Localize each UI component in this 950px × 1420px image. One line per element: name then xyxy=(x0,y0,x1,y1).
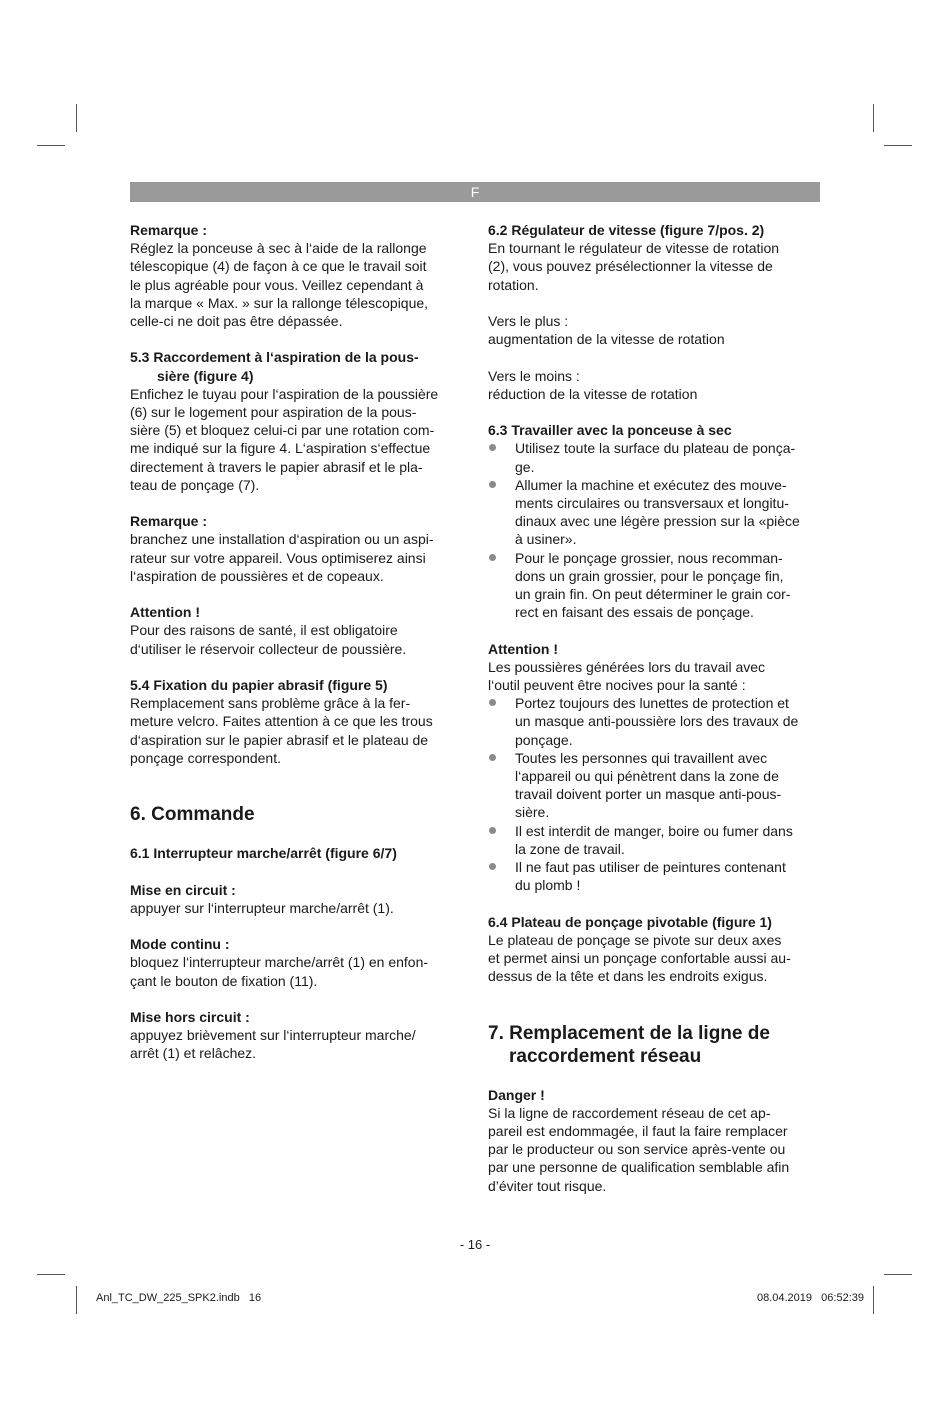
bullet-icon xyxy=(489,699,496,706)
bullet-icon xyxy=(489,481,496,488)
switch-off-title: Mise hors circuit : xyxy=(130,1009,250,1025)
crop-mark xyxy=(873,104,874,132)
remark-block xyxy=(130,221,465,330)
switch-off-text: appuyez brièvement sur l‘interrupteur marche/ arrêt (1) et relâchez. xyxy=(130,1027,416,1062)
speed-plus-label: Vers le plus : xyxy=(488,313,569,329)
section-6-2 xyxy=(488,221,823,294)
switch-on-title: Mise en circuit : xyxy=(130,881,236,898)
section-6-2-title: 6.2 Régulateur de vitesse (figure 7/pos. 2) xyxy=(488,222,765,238)
list-item: Utilisez toute la surface du plateau de ponça- ge. xyxy=(488,439,823,475)
speed-plus-text: augmentation de la vitesse de rotation xyxy=(488,331,725,348)
remark-title: Remarque : xyxy=(130,513,208,530)
speed-minus-text: réduction de la vitesse de rotation xyxy=(488,385,698,402)
attention-list xyxy=(488,694,823,894)
left-column xyxy=(130,221,465,1081)
crop-mark xyxy=(37,1274,65,1275)
attention-block xyxy=(130,603,465,658)
list-item: Il est interdit de manger, boire ou fumer dans la zone de travail. xyxy=(488,822,823,858)
crop-mark xyxy=(873,1286,874,1314)
bullet-icon xyxy=(489,444,496,451)
remark-block xyxy=(130,512,465,585)
section-6-1 xyxy=(130,844,465,862)
danger-block xyxy=(488,1086,823,1195)
attention-block xyxy=(488,640,823,895)
section-5-3-title: 5.3 Raccordement à l‘aspiration de la pous- sière (figure 4) xyxy=(130,349,419,384)
section-5-3-text: Enfichez le tuyau pour l‘aspiration de la poussière (6) sur le logement pour aspiration de la pous- sière (5) et bloquez celui-ci par une rotation com- me indiqué sur la figure 4. L‘aspiration s‘effectue directement à travers le papier abrasif et le pla- teau de ponçage (7). xyxy=(130,385,439,493)
right-column xyxy=(488,221,823,1213)
speed-minus-label: Vers le moins : xyxy=(488,367,580,384)
attention-text: Pour des raisons de santé, il est obligatoire d‘utiliser le réservoir collecteur de poussière. xyxy=(130,622,407,657)
section-6-3-list xyxy=(488,439,823,621)
switch-on-text: appuyer sur l‘interrupteur marche/arrêt (1). xyxy=(130,899,394,916)
footer-timestamp: 08.04.2019 06:52:39 xyxy=(756,1292,864,1304)
section-6-4-text: Le plateau de ponçage se pivote sur deux axes et permet ainsi un ponçage confortable aussi au- dessus de la tête et dans les endroits exigus. xyxy=(488,931,791,985)
crop-mark xyxy=(884,1274,912,1275)
danger-text: Si la ligne de raccordement réseau de cet ap- pareil est endommagée, il faut la faire remplacer par le producteur ou son service après-vente ou par une personne de qualification semblable afin d’éviter tout risque. xyxy=(488,1104,790,1194)
remark-title: Remarque : xyxy=(130,222,208,238)
bullet-icon xyxy=(489,554,496,561)
section-6-1-title: 6.1 Interrupteur marche/arrêt (figure 6/7) xyxy=(130,845,397,862)
switch-off-block xyxy=(130,1008,465,1063)
section-6-4-title: 6.4 Plateau de ponçage pivotable (figure 1) xyxy=(488,913,772,930)
section-5-4-title: 5.4 Fixation du papier abrasif (figure 5) xyxy=(130,677,388,694)
danger-title: Danger ! xyxy=(488,1086,545,1103)
crop-mark xyxy=(76,104,77,132)
section-6-3-title: 6.3 Travailler avec la ponceuse à sec xyxy=(488,422,732,439)
crop-mark xyxy=(76,1286,77,1314)
continuous-mode-block xyxy=(130,935,465,990)
list-item: Il ne faut pas utiliser de peintures contenant du plomb ! xyxy=(488,858,823,894)
continuous-mode-text: bloquez l‘interrupteur marche/arrêt (1) en enfon- çant le bouton de fixation (11). xyxy=(130,954,429,989)
list-item: Pour le ponçage grossier, nous recomman- dons un grain grossier, pour le ponçage fin, un grain fin. On peut déterminer le grain cor- rect en faisant des essais de ponçage. xyxy=(488,549,823,622)
remark-text: Réglez la ponceuse à sec à l‘aide de la rallonge télescopique (4) de façon à ce que le travail soit le plus agréable pour vous. Veillez cependant à la marque « Max. » sur la rallonge télescopique, celle-ci ne doit pas être dépassée. xyxy=(130,240,429,330)
footer-file-name: Anl_TC_DW_225_SPK2.indb 16 xyxy=(96,1292,262,1304)
attention-text: Les poussières générées lors du travail avec l‘outil peuvent être nocives pour la santé : xyxy=(488,658,766,694)
crop-mark xyxy=(884,145,912,146)
section-6-3 xyxy=(488,421,823,621)
section-6-4 xyxy=(488,913,823,986)
bullet-icon xyxy=(489,863,496,870)
switch-on-block xyxy=(130,881,465,917)
section-7-heading: 7. Remplacement de la ligne de raccordement réseau xyxy=(488,1022,770,1067)
continuous-mode-title: Mode continu : xyxy=(130,936,230,953)
language-header-bar: F xyxy=(130,182,820,202)
crop-mark xyxy=(37,145,65,146)
section-6-heading: 6. Commande xyxy=(130,804,255,826)
speed-plus-block xyxy=(488,312,823,348)
list-item: Portez toujours des lunettes de protection et un masque anti-poussière lors des travaux de ponçage. xyxy=(488,694,823,749)
speed-minus-block xyxy=(488,367,823,403)
section-6-2-text: En tournant le régulateur de vitesse de rotation (2), vous pouvez présélectionner la vitesse de rotation. xyxy=(488,240,780,293)
list-item: Toutes les personnes qui travaillent avec l‘appareil ou qui pénètrent dans la zone de travail doivent porter un masque anti-pous- sière. xyxy=(488,749,823,822)
remark-text: branchez une installation d‘aspiration ou un aspi- rateur sur votre appareil. Vous optimiserez ainsi l‘aspiration de poussières et de copeaux. xyxy=(130,531,434,584)
attention-title: Attention ! xyxy=(130,604,200,621)
bullet-icon xyxy=(489,754,496,761)
section-5-4-text: Remplacement sans problème grâce à la fer- meture velcro. Faites attention à ce que les trous d‘aspiration sur le papier abrasif et le plateau de ponçage correspondent. xyxy=(130,695,433,766)
attention-title: Attention ! xyxy=(488,640,558,657)
section-5-3 xyxy=(130,348,465,494)
page-number: - 16 - xyxy=(459,1237,491,1252)
list-item: Allumer la machine et exécutez des mouve- ments circulaires ou transversaux et longitu- dinaux avec une légère pression sur la «pièce à usiner». xyxy=(488,476,823,549)
section-5-4 xyxy=(130,676,465,767)
bullet-icon xyxy=(489,827,496,834)
